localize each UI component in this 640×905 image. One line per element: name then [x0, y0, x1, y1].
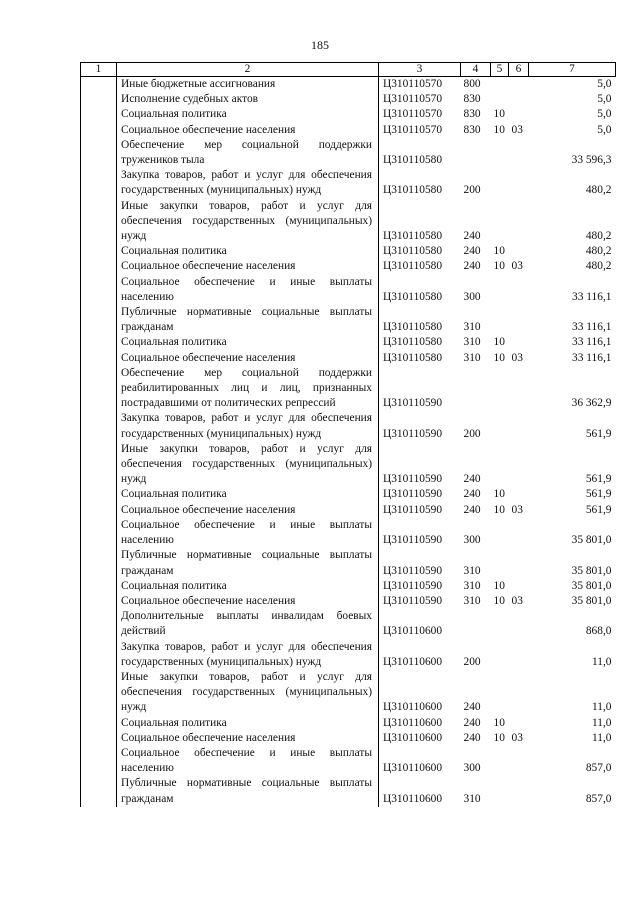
- item-name-cell: Социальная политика: [121, 108, 227, 121]
- row-number-cell: [81, 123, 117, 138]
- item-name-cell: Социальная политика: [121, 336, 227, 349]
- amount-cell: 33 116,1: [572, 321, 612, 334]
- table-row: [81, 503, 616, 518]
- column-header-5: 5: [491, 63, 509, 77]
- item-name-cell: Социальное обеспечение населения: [121, 351, 296, 364]
- subsection-cell: [509, 335, 529, 350]
- amount-cell: 33 116,1: [572, 351, 612, 364]
- amount-cell: 36 362,9: [571, 397, 612, 410]
- expense-type-cell: 240: [463, 716, 481, 729]
- row-number-cell: [81, 518, 117, 548]
- amount-cell: 561,9: [585, 473, 612, 486]
- amount-cell: 857,0: [585, 792, 612, 805]
- target-code-cell: Ц310110600: [379, 609, 461, 639]
- subsection-cell: [509, 138, 529, 168]
- table-row: [81, 335, 616, 350]
- expense-type-cell: 310: [463, 792, 481, 805]
- expense-type-cell: [461, 366, 491, 412]
- target-code-cell: Ц310110580: [379, 275, 461, 305]
- item-name-cell: Иные закупки товаров, работ и услуг для обеспечения государственных (муниципальных) нужд: [121, 670, 372, 714]
- table-row: [81, 275, 616, 305]
- amount-cell: 11,0: [591, 655, 612, 668]
- item-name-cell: Публичные нормативные социальные выплаты гражданам: [121, 777, 372, 805]
- item-name-cell: Закупка товаров, работ и услуг для обеспечения государственных (муниципальных) нужд: [121, 640, 372, 668]
- section-cell: 10: [493, 108, 505, 121]
- subsection-cell: [509, 548, 529, 578]
- target-code-cell: Ц310110600: [379, 640, 461, 670]
- section-cell: 10: [493, 731, 505, 744]
- section-cell: [491, 168, 509, 198]
- page-number: 185: [311, 38, 329, 52]
- subsection-cell: [509, 275, 529, 305]
- column-header-6: 6: [509, 63, 529, 77]
- table-row: [81, 640, 616, 670]
- subsection-cell: [509, 199, 529, 245]
- expense-type-cell: 300: [463, 290, 481, 303]
- section-cell: 10: [493, 716, 505, 729]
- amount-cell: 11,0: [591, 731, 612, 744]
- amount-cell: 480,2: [585, 245, 612, 258]
- expense-type-cell: [461, 138, 491, 168]
- row-number-cell: [81, 168, 117, 198]
- row-number-cell: [81, 92, 117, 107]
- item-name-cell: Закупка товаров, работ и услуг для обеспечения государственных (муниципальных) нужд: [121, 169, 372, 197]
- row-number-cell: [81, 716, 117, 731]
- item-name-cell: Социальное обеспечение и иные выплаты населению: [121, 518, 372, 547]
- subsection-cell: [509, 776, 529, 806]
- subsection-cell: [509, 244, 529, 259]
- section-cell: [491, 275, 509, 305]
- amount-cell: 11,0: [591, 716, 612, 729]
- section-cell: [491, 366, 509, 412]
- expense-type-cell: 310: [463, 321, 481, 334]
- row-number-cell: [81, 351, 117, 366]
- expense-type-cell: 240: [463, 473, 481, 486]
- expense-type-cell: 240: [463, 503, 481, 516]
- target-code-cell: Ц310110600: [379, 670, 461, 716]
- section-cell: 10: [493, 336, 505, 349]
- table-row: [81, 351, 616, 366]
- subsection-cell: [509, 77, 529, 93]
- expense-type-cell: 240: [463, 488, 481, 501]
- item-name-cell: Социальное обеспечение населения: [121, 731, 296, 744]
- target-code-cell: Ц310110580: [379, 305, 461, 335]
- item-name-cell: Социальное обеспечение населения: [121, 260, 296, 273]
- amount-cell: 33 596,3: [571, 154, 612, 167]
- target-code-cell: Ц310110570: [379, 92, 461, 107]
- row-number-cell: [81, 275, 117, 305]
- amount-cell: 35 801,0: [571, 579, 612, 592]
- subsection-cell: [509, 442, 529, 488]
- row-number-cell: [81, 411, 117, 441]
- target-code-cell: Ц310110580: [379, 138, 461, 168]
- target-code-cell: Ц310110580: [379, 351, 461, 366]
- subsection-cell: [509, 168, 529, 198]
- item-name-cell: Обеспечение мер социальной поддержки тружеников тыла: [121, 138, 372, 167]
- subsection-cell: [509, 746, 529, 776]
- row-number-cell: [81, 335, 117, 350]
- row-number-cell: [81, 77, 117, 93]
- item-name-cell: Иные бюджетные ассигнования: [121, 78, 276, 90]
- table-row: [81, 518, 616, 548]
- section-cell: 10: [493, 123, 505, 136]
- target-code-cell: Ц310110600: [379, 776, 461, 806]
- target-code-cell: Ц310110590: [379, 594, 461, 609]
- section-cell: [491, 77, 509, 93]
- subsection-cell: 03: [511, 260, 523, 273]
- table-row: [81, 366, 616, 412]
- item-name-cell: Социальная политика: [121, 716, 227, 729]
- row-number-cell: [81, 487, 117, 502]
- row-number-cell: [81, 548, 117, 578]
- expense-type-cell: 830: [463, 108, 481, 121]
- row-number-cell: [81, 609, 117, 639]
- table-row: [81, 123, 616, 138]
- target-code-cell: Ц310110600: [379, 716, 461, 731]
- amount-cell: 561,9: [585, 503, 612, 516]
- item-name-cell: Иные закупки товаров, работ и услуг для обеспечения государственных (муниципальных) нужд: [121, 442, 372, 486]
- subsection-cell: [509, 670, 529, 716]
- amount-cell: 5,0: [597, 123, 612, 136]
- subsection-cell: 03: [511, 503, 523, 516]
- expense-type-cell: 830: [463, 123, 481, 136]
- amount-cell: 33 116,1: [572, 290, 612, 303]
- row-number-cell: [81, 442, 117, 488]
- table-row: [81, 305, 616, 335]
- subsection-cell: [509, 411, 529, 441]
- target-code-cell: Ц310110570: [379, 77, 461, 93]
- target-code-cell: Ц310110570: [379, 107, 461, 122]
- amount-cell: 5,0: [597, 78, 612, 90]
- column-header-7: 7: [529, 63, 616, 77]
- target-code-cell: Ц310110590: [379, 442, 461, 488]
- section-cell: 10: [493, 488, 505, 501]
- expense-type-cell: 300: [463, 762, 481, 775]
- section-cell: [491, 199, 509, 245]
- row-number-cell: [81, 107, 117, 122]
- item-name-cell: Социальное обеспечение и иные выплаты населению: [121, 746, 372, 775]
- section-cell: [491, 411, 509, 441]
- table-row: [81, 199, 616, 245]
- section-cell: 10: [493, 260, 505, 273]
- item-name-cell: Социальное обеспечение и иные выплаты населению: [121, 275, 372, 303]
- amount-cell: 5,0: [597, 108, 612, 121]
- item-name-cell: Иные закупки товаров, работ и услуг для обеспечения государственных (муниципальных) нужд: [121, 199, 372, 243]
- subsection-cell: [509, 366, 529, 412]
- table-row: [81, 259, 616, 274]
- section-cell: [491, 609, 509, 639]
- expense-type-cell: 310: [463, 351, 481, 364]
- row-number-cell: [81, 579, 117, 594]
- target-code-cell: Ц310110590: [379, 548, 461, 578]
- section-cell: [491, 138, 509, 168]
- target-code-cell: Ц310110590: [379, 411, 461, 441]
- expense-type-cell: 310: [463, 594, 481, 607]
- row-number-cell: [81, 594, 117, 609]
- subsection-cell: 03: [511, 123, 523, 136]
- budget-table: [80, 62, 616, 807]
- expense-type-cell: 200: [463, 427, 481, 440]
- table-row: [81, 594, 616, 609]
- amount-cell: 561,9: [585, 488, 612, 501]
- amount-cell: 33 116,1: [572, 336, 612, 349]
- table-row: [81, 442, 616, 488]
- amount-cell: 857,0: [585, 762, 612, 775]
- target-code-cell: Ц310110580: [379, 259, 461, 274]
- subsection-cell: [509, 716, 529, 731]
- target-code-cell: Ц310110580: [379, 199, 461, 245]
- table-row: [81, 609, 616, 639]
- section-cell: [491, 92, 509, 107]
- subsection-cell: [509, 640, 529, 670]
- table-row: [81, 168, 616, 198]
- table-row: [81, 731, 616, 746]
- item-name-cell: Закупка товаров, работ и услуг для обеспечения государственных (муниципальных) нужд: [121, 412, 372, 440]
- expense-type-cell: 310: [463, 336, 481, 349]
- section-cell: [491, 518, 509, 548]
- item-name-cell: Социальная политика: [121, 245, 227, 258]
- amount-cell: 35 801,0: [571, 594, 612, 607]
- target-code-cell: Ц310110590: [379, 487, 461, 502]
- target-code-cell: Ц310110580: [379, 244, 461, 259]
- subsection-cell: [509, 609, 529, 639]
- row-number-cell: [81, 731, 117, 746]
- subsection-cell: [509, 487, 529, 502]
- item-name-cell: Социальная политика: [121, 579, 227, 592]
- column-header-4: 4: [461, 63, 491, 77]
- table-row: [81, 579, 616, 594]
- table-row: [81, 244, 616, 259]
- table-row: [81, 77, 616, 93]
- row-number-cell: [81, 259, 117, 274]
- target-code-cell: Ц310110590: [379, 366, 461, 412]
- section-cell: 10: [493, 351, 505, 364]
- table-row: [81, 716, 616, 731]
- expense-type-cell: 310: [463, 564, 481, 577]
- expense-type-cell: 800: [463, 78, 481, 90]
- table-row: [81, 487, 616, 502]
- amount-cell: 480,2: [585, 230, 612, 243]
- target-code-cell: Ц310110570: [379, 123, 461, 138]
- item-name-cell: Социальное обеспечение населения: [121, 503, 296, 516]
- item-name-cell: Обеспечение мер социальной поддержки реабилитированных лиц и лиц, признанных пострадавшими от политических репрессий: [121, 366, 372, 410]
- column-header-3: 3: [379, 63, 461, 77]
- row-number-cell: [81, 670, 117, 716]
- item-name-cell: Исполнение судебных актов: [121, 93, 259, 106]
- table-body: [81, 77, 616, 807]
- subsection-cell: 03: [511, 594, 523, 607]
- expense-type-cell: 300: [463, 534, 481, 547]
- table-row: [81, 548, 616, 578]
- row-number-cell: [81, 138, 117, 168]
- amount-cell: 561,9: [585, 427, 612, 440]
- table-row: [81, 411, 616, 441]
- expense-type-cell: 200: [463, 655, 481, 668]
- item-name-cell: Социальное обеспечение населения: [121, 123, 296, 136]
- section-cell: [491, 776, 509, 806]
- section-cell: [491, 442, 509, 488]
- row-number-cell: [81, 776, 117, 806]
- section-cell: [491, 746, 509, 776]
- amount-cell: 35 801,0: [571, 534, 612, 547]
- table-row: [81, 776, 616, 806]
- section-cell: [491, 548, 509, 578]
- item-name-cell: Социальная политика: [121, 488, 227, 501]
- row-number-cell: [81, 305, 117, 335]
- target-code-cell: Ц310110600: [379, 746, 461, 776]
- item-name-cell: Социальное обеспечение населения: [121, 594, 296, 607]
- section-cell: 10: [493, 245, 505, 258]
- amount-cell: 5,0: [597, 93, 612, 106]
- subsection-cell: 03: [511, 731, 523, 744]
- target-code-cell: Ц310110590: [379, 503, 461, 518]
- target-code-cell: Ц310110590: [379, 518, 461, 548]
- column-header-1: 1: [81, 63, 117, 77]
- amount-cell: 868,0: [585, 625, 612, 638]
- column-number-row: [81, 63, 616, 77]
- target-code-cell: Ц310110590: [379, 579, 461, 594]
- target-code-cell: Ц310110580: [379, 335, 461, 350]
- section-cell: 10: [493, 503, 505, 516]
- section-cell: [491, 670, 509, 716]
- row-number-cell: [81, 746, 117, 776]
- expense-type-cell: 200: [463, 184, 481, 197]
- target-code-cell: Ц310110600: [379, 731, 461, 746]
- item-name-cell: Публичные нормативные социальные выплаты гражданам: [121, 549, 372, 577]
- table-row: [81, 670, 616, 716]
- expense-type-cell: 240: [463, 701, 481, 714]
- subsection-cell: [509, 107, 529, 122]
- table-header: [81, 63, 616, 77]
- expense-type-cell: 240: [463, 245, 481, 258]
- amount-cell: 480,2: [585, 184, 612, 197]
- section-cell: 10: [493, 579, 505, 592]
- column-header-2: 2: [117, 63, 379, 77]
- row-number-cell: [81, 244, 117, 259]
- expense-type-cell: 310: [463, 579, 481, 592]
- row-number-cell: [81, 366, 117, 412]
- table-row: [81, 746, 616, 776]
- item-name-cell: Публичные нормативные социальные выплаты гражданам: [121, 306, 372, 334]
- amount-cell: 11,0: [591, 701, 612, 714]
- subsection-cell: [509, 92, 529, 107]
- table-row: [81, 138, 616, 168]
- expense-type-cell: 240: [463, 230, 481, 243]
- amount-cell: 35 801,0: [571, 564, 612, 577]
- section-cell: [491, 305, 509, 335]
- subsection-cell: 03: [511, 351, 523, 364]
- table-row: [81, 92, 616, 107]
- table-row: [81, 107, 616, 122]
- item-name-cell: Дополнительные выплаты инвалидам боевых действий: [121, 610, 372, 638]
- row-number-cell: [81, 199, 117, 245]
- expense-type-cell: 240: [463, 260, 481, 273]
- subsection-cell: [509, 518, 529, 548]
- section-cell: 10: [493, 594, 505, 607]
- expense-type-cell: [461, 609, 491, 639]
- amount-cell: 480,2: [585, 260, 612, 273]
- expense-type-cell: 240: [463, 731, 481, 744]
- row-number-cell: [81, 503, 117, 518]
- target-code-cell: Ц310110580: [379, 168, 461, 198]
- section-cell: [491, 640, 509, 670]
- subsection-cell: [509, 579, 529, 594]
- expense-type-cell: 830: [463, 93, 481, 106]
- row-number-cell: [81, 640, 117, 670]
- subsection-cell: [509, 305, 529, 335]
